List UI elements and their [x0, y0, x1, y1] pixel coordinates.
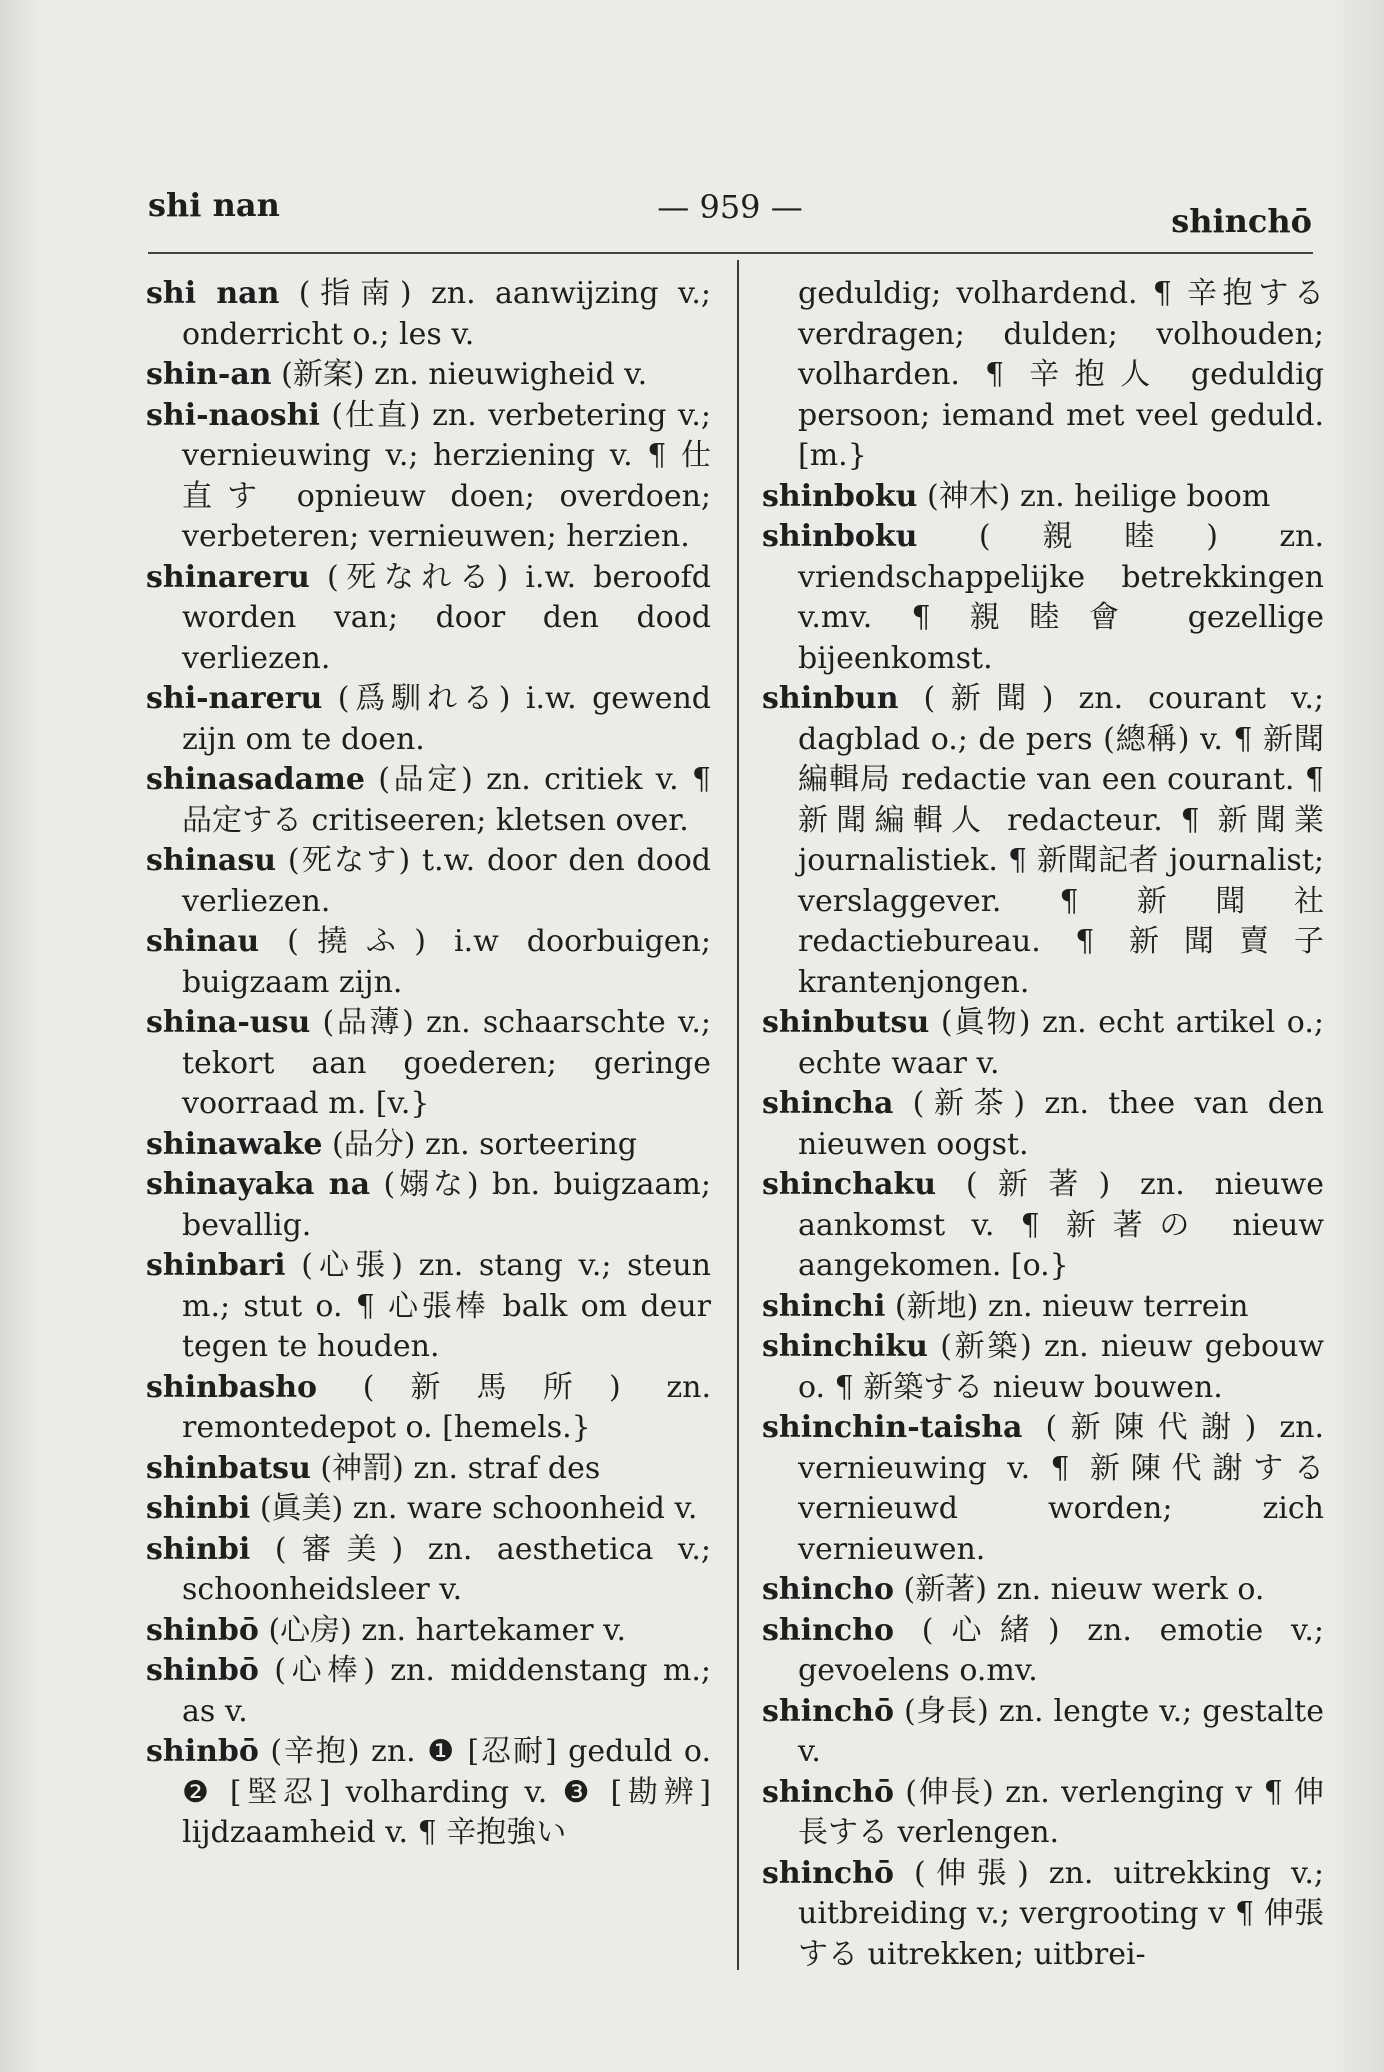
- dictionary-entry: [146, 1165, 721, 1246]
- headword: shinchō: [762, 1855, 894, 1891]
- entry-text: (眞物) zn. echt artikel o.; echte waar v.: [798, 1005, 1334, 1081]
- dictionary-entry: [762, 1408, 1334, 1570]
- dictionary-entry: [146, 1368, 721, 1449]
- entry-text: (心緒) zn. emotie v.; gevoelens o.mv.: [798, 1612, 1334, 1688]
- headword: shinbun: [762, 681, 899, 716]
- dictionary-entry: [146, 841, 721, 922]
- dictionary-entry: [146, 1003, 721, 1125]
- headword: shinchaku: [762, 1167, 937, 1202]
- entry-text: (親睦) zn. vriendschappelijke betrekkingen v.mv. ¶ 親睦會 gezellige bijeenkomst.: [798, 519, 1334, 676]
- entry-text: (指南) zn. aanwijzing v.; onderricht o.; les v.: [182, 276, 721, 352]
- dictionary-entry: [146, 274, 721, 355]
- headword: shinbasho: [146, 1369, 318, 1405]
- dictionary-entry: [762, 679, 1334, 1003]
- headword: shinasadame: [146, 762, 365, 797]
- entry-text: (新陳代謝) zn. vernieuwing v. ¶ 新陳代謝する vernieuwd worden; zich vernieuwen.: [798, 1410, 1334, 1567]
- headword: shi nan: [146, 276, 280, 311]
- right-column: [762, 274, 1334, 1975]
- entry-text: (品薄) zn. schaarschte v.; tekort aan goederen; geringe voorraad m. [v.}: [182, 1005, 721, 1121]
- headword: shinbari: [146, 1248, 286, 1283]
- dictionary-entry: [762, 1327, 1334, 1408]
- headword: shinbutsu: [762, 1005, 930, 1040]
- entry-text: (神木) zn. heilige boom: [917, 478, 1271, 514]
- headword: shinbō: [146, 1653, 259, 1688]
- dictionary-entry: [146, 760, 721, 841]
- entry-text: (辛抱) zn. ❶ [忍耐] geduld o. ❷ [堅忍] volharding v. ❸ [勘辨] lijdzaamheid v. ¶ 辛抱強い: [182, 1734, 721, 1850]
- entry-text: (心房) zn. hartekamer v.: [258, 1612, 627, 1648]
- dictionary-entry: [762, 1003, 1334, 1084]
- running-head-right: shinchō: [1171, 202, 1312, 240]
- entry-text: (身長) zn. lengte v.; gestalte v.: [798, 1693, 1334, 1769]
- dictionary-entry: [762, 274, 1334, 477]
- dictionary-entry: [762, 1287, 1324, 1328]
- headword: shinchin-taisha: [762, 1410, 1023, 1445]
- entry-text: (品分) zn. sorteering: [322, 1126, 637, 1162]
- headword: shinboku: [762, 519, 918, 554]
- headword: shina-usu: [146, 1005, 311, 1040]
- entry-text: (新地) zn. nieuw terrein: [885, 1288, 1249, 1324]
- entry-text: (仕直) zn. verbetering v.; vernieuwing v.; herziening v. ¶ 仕直す opnieuw doen; overdoen; verbeteren; vernieuwen; herzien.: [182, 397, 721, 554]
- headword: shinbō: [146, 1734, 259, 1769]
- dictionary-entry: [762, 1084, 1334, 1165]
- dictionary-entry: [146, 679, 721, 760]
- dictionary-entry: [146, 1246, 721, 1368]
- headword: shi-nareru: [146, 681, 323, 716]
- headword: shinchō: [762, 1774, 894, 1810]
- dictionary-entry: [146, 1449, 711, 1490]
- dictionary-entry: [762, 1692, 1334, 1773]
- dictionary-entry: [762, 1854, 1334, 1976]
- dictionary-entry: [146, 558, 721, 680]
- entry-text: (新著) zn. nieuwe aankomst v. ¶ 新著の nieuw aangekomen. [o.}: [798, 1167, 1334, 1283]
- dictionary-entry: [146, 1611, 711, 1652]
- dictionary-entry: [146, 1530, 721, 1611]
- dictionary-entry: [146, 1651, 721, 1732]
- headword: shincha: [762, 1086, 894, 1121]
- entry-text: (爲馴れる) i.w. gewend zijn om te doen.: [182, 681, 721, 757]
- headword: shinayaka na: [146, 1167, 371, 1202]
- header-rule: [148, 252, 1313, 254]
- entry-text: (心棒) zn. middenstang m.; as v.: [182, 1653, 721, 1729]
- entry-text: (死なす) t.w. door den dood verliezen.: [182, 843, 721, 919]
- entry-text: (品定) zn. critiek v. ¶ 品定する critiseeren; kletsen over.: [182, 762, 721, 838]
- entry-text: (伸張) zn. uitrekking v.; uitbreiding v.; vergrooting v ¶ 伸張する uitrekken; uitbrei-: [798, 1855, 1334, 1972]
- entry-text: (眞美) zn. ware schoonheid v.: [250, 1491, 698, 1526]
- entry-text: (神罰) zn. straf des: [310, 1450, 601, 1486]
- dictionary-entry: [762, 1611, 1334, 1692]
- entry-text: (嫋な) bn. buigzaam; bevallig.: [182, 1167, 721, 1243]
- headword: shinasu: [146, 843, 277, 878]
- dictionary-entry: [146, 396, 721, 558]
- headword: shincho: [762, 1612, 894, 1648]
- headword: shinboku: [762, 478, 918, 514]
- entry-text: (伸長) zn. verlenging v ¶ 伸長する verlengen.: [798, 1774, 1324, 1850]
- entry-text: (新著) zn. nieuw werk o.: [894, 1572, 1265, 1607]
- entry-text: (心張) zn. stang v.; steun m.; stut o. ¶ 心張棒 balk om deur tegen te houden.: [182, 1248, 721, 1364]
- headword: shinbō: [146, 1612, 259, 1648]
- dictionary-entry: [146, 1489, 711, 1530]
- entry-text: (審美) zn. aesthetica v.; schoonheidsleer v.: [182, 1531, 721, 1607]
- headword: shinau: [146, 924, 260, 959]
- dictionary-entry: [762, 1773, 1324, 1854]
- headword: shincho: [762, 1572, 894, 1607]
- headword: shinawake: [146, 1126, 323, 1162]
- entry-text: (新聞) zn. courant v.; dagblad o.; de pers (總稱) v. ¶ 新聞編輯局 redactie van een courant. ¶ 新聞編輯人 redacteur. ¶ 新聞業 journalistiek. ¶ 新聞記者 journalist; verslaggever. ¶ 新聞社 redactiebureau. ¶ 新聞賣子 krantenjongen.: [798, 681, 1334, 1000]
- headword: shi-naoshi: [146, 397, 320, 433]
- dictionary-entry: [146, 922, 721, 1003]
- entry-text: (撓ふ) i.w doorbuigen; buigzaam zijn.: [182, 924, 721, 1000]
- entry-text: (新馬所) zn. remontedepot o. [hemels.}: [182, 1369, 721, 1445]
- column-divider: [737, 260, 739, 1970]
- entry-text: (死なれる) i.w. beroofd worden van; door den dood verliezen.: [182, 559, 721, 676]
- entry-text: (新築) zn. nieuw gebouw o. ¶ 新築する nieuw bouwen.: [798, 1329, 1334, 1405]
- headword: shinchi: [762, 1288, 886, 1324]
- dictionary-entry: [146, 355, 711, 396]
- dictionary-entry: [762, 1570, 1324, 1611]
- headword: shin-an: [146, 357, 272, 392]
- headword: shinbatsu: [146, 1450, 311, 1486]
- headword: shinbi: [146, 1531, 251, 1567]
- headword: shinchō: [762, 1693, 894, 1729]
- entry-text: (新茶) zn. thee van den nieuwen oogst.: [798, 1086, 1334, 1162]
- dictionary-entry: [762, 1165, 1334, 1287]
- dictionary-entry: [762, 477, 1324, 518]
- headword: shinareru: [146, 559, 310, 595]
- entry-text: geduldig; volhardend. ¶ 辛抱する verdragen; dulden; volhouden; volharden. ¶ 辛抱人 geduldig persoon; iemand met veel geduld. [m.}: [798, 276, 1334, 473]
- headword: shinbi: [146, 1491, 251, 1526]
- headword: shinchiku: [762, 1329, 928, 1364]
- entry-text: (新案) zn. nieuwigheid v.: [271, 357, 648, 392]
- dictionary-entry: [146, 1732, 721, 1854]
- left-column: [146, 274, 721, 1854]
- dictionary-entry: [146, 1125, 711, 1166]
- page-number: — 959 —: [657, 188, 803, 226]
- dictionary-entry: [762, 517, 1334, 679]
- running-head-left: shi nan: [148, 186, 280, 224]
